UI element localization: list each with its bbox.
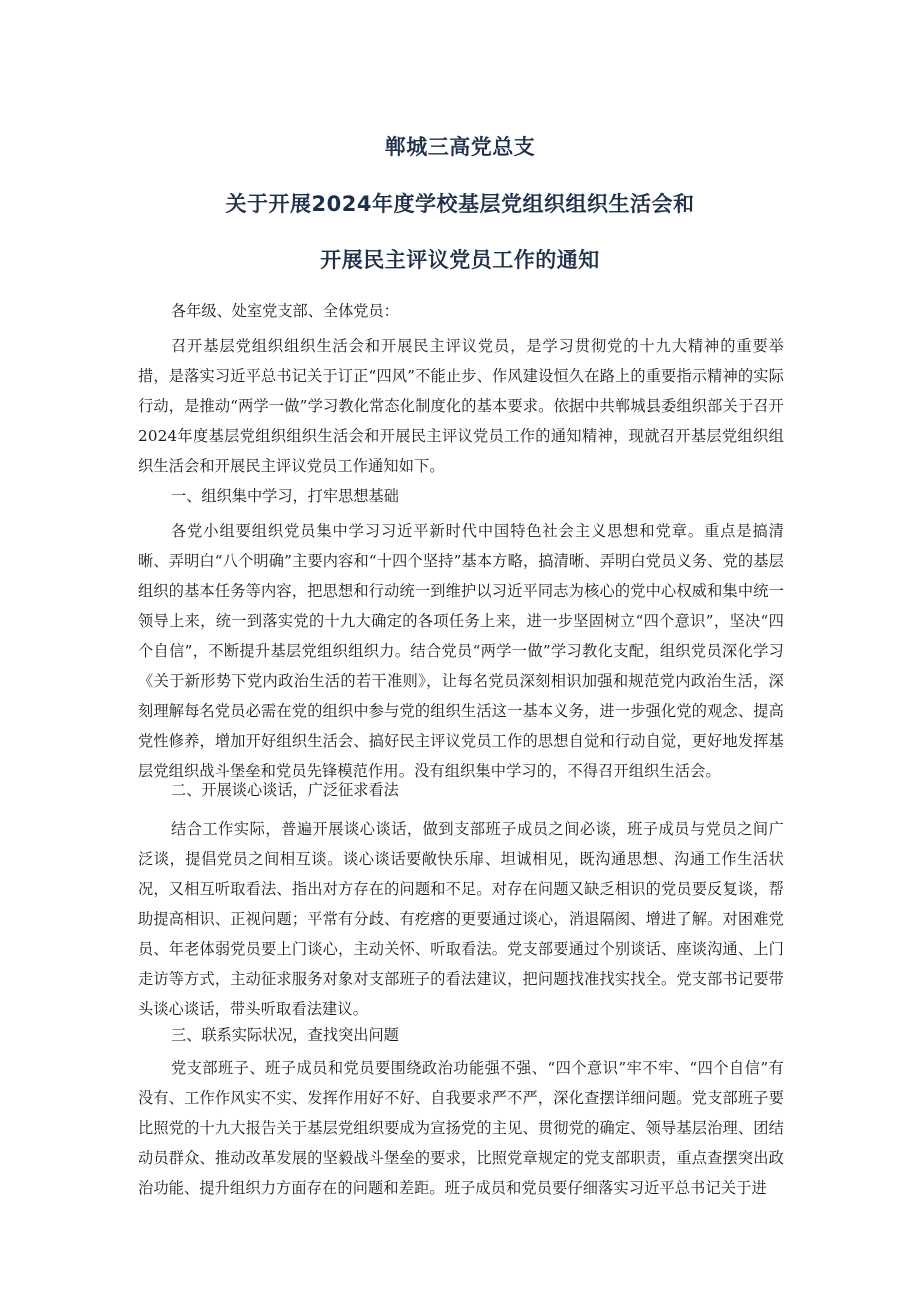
document-title-sub: 开展民主评议党员工作的通知: [320, 248, 600, 272]
section3-paragraph: [138, 1053, 784, 1203]
intro-text: 召开基层党组织组织生活会和开展民主评议党员，是学习贯彻党的十九大精神的重要举措，是落实习近平总书记关于订正“四风”不能止步、作风建设恒久在路上的重要指示精神的实际行动，是推动“两学一做”学习教化常态化制度化的基本要求。依据中共郸城县委组织部关于召开2024年度基层党组织组织生活会和开展民主评议党员工作的通知精神，现就召开基层党组织组织生活会和开展民主评议党员工作通知如下。: [138, 337, 784, 475]
salutation: 各年级、处室党支部、全体党员：: [171, 302, 399, 320]
intro-paragraph: [138, 331, 784, 481]
section1-paragraph: [138, 516, 784, 786]
section3-heading: 三、联系实际状况，查找突出问题: [171, 1026, 399, 1044]
section1-text: 各党小组要组织党员集中学习习近平新时代中国特色社会主义思想和党章。重点是搞清晰、弄明白“八个明确”主要内容和“十四个坚持”基本方略，搞清晰、弄明白党员义务、党的基层组织的基本任务等内容，把思想和行动统一到维护以习近平同志为核心的党中心权威和集中统一领导上来，统一到落实党的十九大确定的各项任务上来，进一步坚固树立“四个意识”，坚决“四个自信”，不断提升基层党组织组织力。结合党员“两学一做”学习教化支配，组织党员深化学习《关于新形势下党内政治生活的若干准则》，让每名党员深刻相识加强和规范党内政治生活，深刻理解每名党员必需在党的组织中参与党的组织生活这一基本义务，进一步强化党的观念、提高党性修养，增加开好组织生活会、搞好民主评议党员工作的思想自觉和行动自觉，更好地发挥基层党组织战斗堡垒和党员先锋模范作用。没有组织集中学习的，不得召开组织生活会。: [138, 522, 784, 780]
section2-text: 结合工作实际，普遍开展谈心谈话，做到支部班子成员之间必谈，班子成员与党员之间广泛谈，提倡党员之间相互谈。谈心谈话要敞快乐扉、坦诚相见，既沟通思想、沟通工作生活状况，又相互听取看法、指出对方存在的问题和不足。对存在问题又缺乏相识的党员要反复谈，帮助提高相识、正视问题；平常有分歧、有疙瘩的更要通过谈心，消退隔阂、增进了解。对困难党员、年老体弱党员要上门谈心，主动关怀、听取看法。党支部要通过个别谈话、座谈沟通、上门走访等方式，主动征求服务对象对支部班子的看法建议，把问题找准找实找全。党支部书记要带头谈心谈话，带头听取看法建议。: [138, 820, 784, 1018]
document-title-org: 郸城三高党总支: [384, 135, 536, 159]
section3-text: 党支部班子、班子成员和党员要围绕政治功能强不强、“四个意识”牢不牢、“四个自信”有没有、工作作风实不实、发挥作用好不好、自我要求严不严，深化查摆详细问题。党支部班子要比照党的十九大报告关于基层党组织要成为宣扬党的主见、贯彻党的确定、领导基层治理、团结动员群众、推动改革发展的坚毅战斗堡垒的要求，比照党章规定的党支部职责，重点查摆突出政治功能、提升组织力方面存在的问题和差距。班子成员和党员要仔细落实习近平总书记关于进: [138, 1059, 784, 1197]
section2-paragraph: [138, 814, 784, 1024]
document-title-main: 关于开展2024年度学校基层党组织组织生活会和: [225, 192, 695, 216]
section2-heading: 二、开展谈心谈话，广泛征求看法: [171, 781, 399, 799]
section1-heading: 一、组织集中学习，打牢思想基础: [171, 487, 399, 505]
